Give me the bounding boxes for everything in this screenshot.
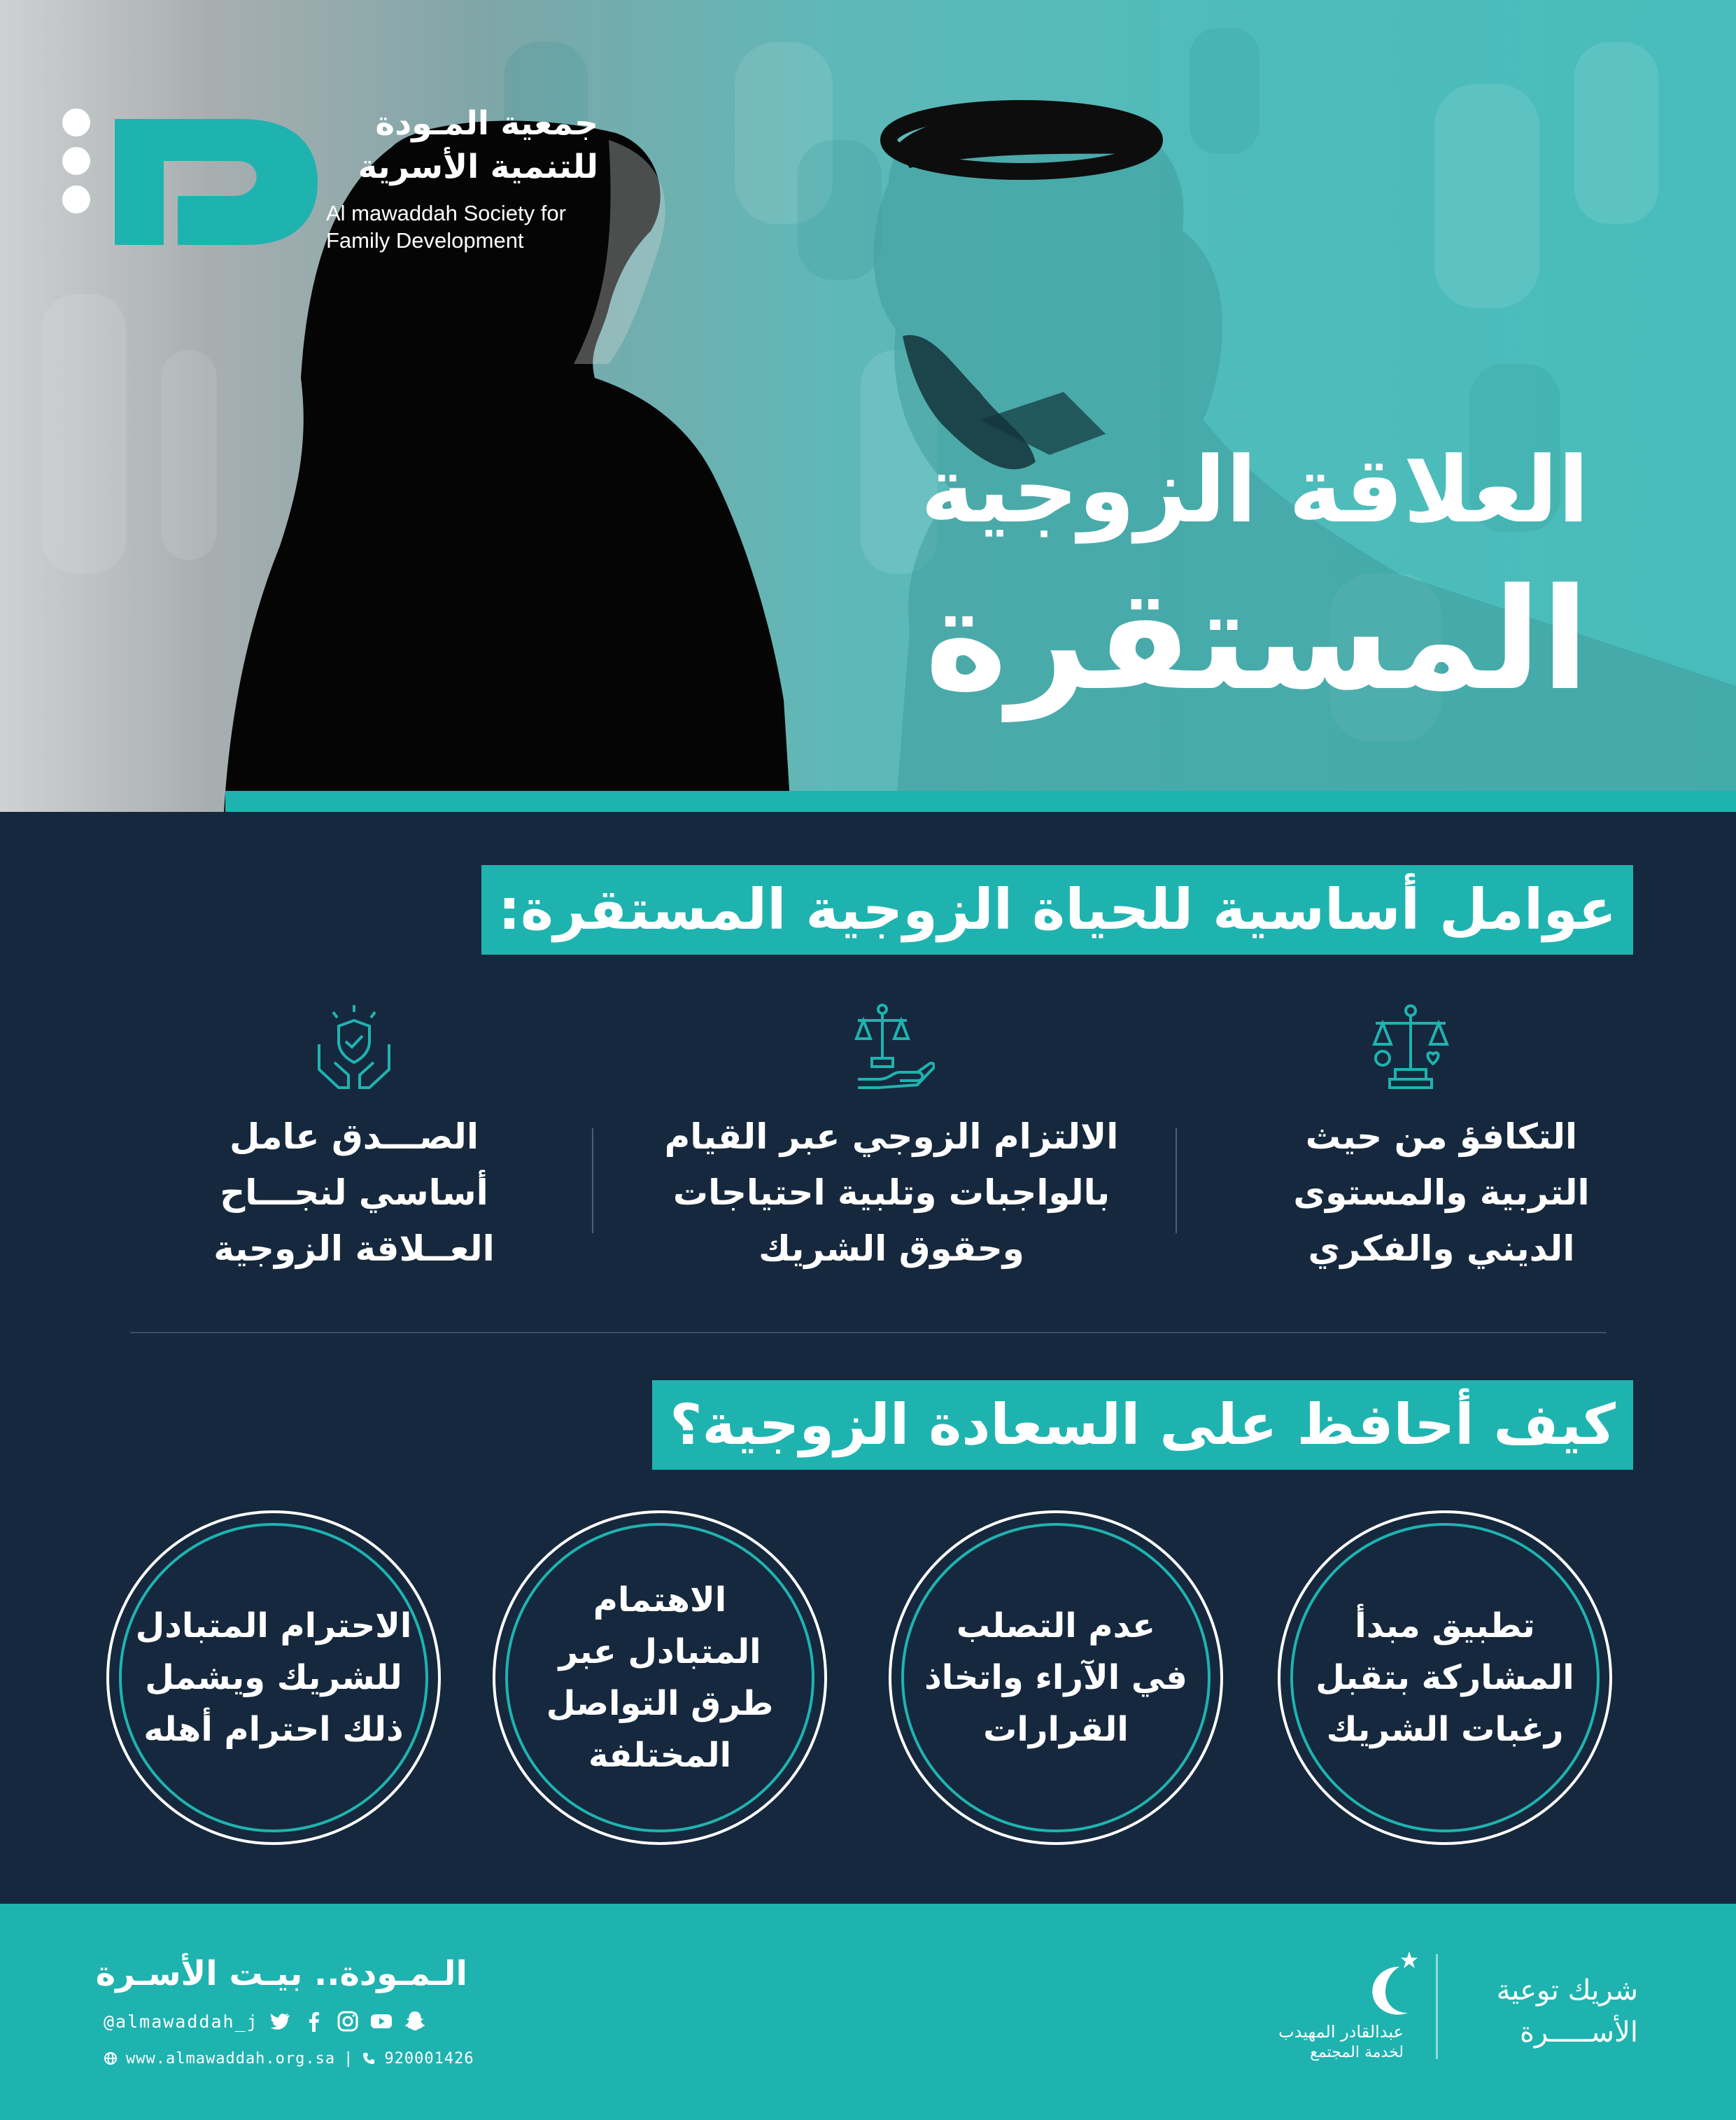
footer-divider — [1436, 1954, 1438, 2059]
org-name-ar-line2: للتنمية الأسرية — [358, 148, 598, 186]
factor-line: الصـــدق عامل — [230, 1116, 479, 1157]
factor-line: التكافؤ من حيث — [1305, 1116, 1578, 1157]
mawaddah-logo-icon — [59, 91, 318, 252]
partner-label-line2: الأســـــرة — [1519, 2016, 1638, 2049]
hero-accent-strip — [225, 791, 1736, 812]
scale-hand-icon — [851, 1002, 935, 1093]
org-name-en-line2: Family Development — [326, 228, 524, 253]
partner-label-line1: شريك توعية — [1496, 1974, 1638, 2007]
contact-row — [104, 2047, 474, 2070]
circle-line: طرق التواصل — [546, 1684, 774, 1723]
globe-icon — [104, 2051, 118, 2065]
circle-line: المختلفة — [588, 1736, 732, 1775]
factor-item-compatibility — [1204, 1109, 1679, 1277]
factor-item-commitment — [654, 1109, 1129, 1277]
phone-icon — [362, 2051, 376, 2065]
happiness-circle-sharing — [1278, 1510, 1612, 1845]
circle-line: رغبات الشريك — [1326, 1710, 1564, 1749]
scale-gear-heart-icon — [1369, 1002, 1453, 1093]
happiness-circle-flexibility — [889, 1510, 1223, 1845]
circle-line: المشاركة بتقبل — [1315, 1658, 1574, 1697]
circle-text — [912, 1513, 1199, 1842]
circle-line: الاحترام المتبادل — [135, 1606, 412, 1645]
factor-line: وحقوق الشريك — [758, 1228, 1024, 1269]
circle-line: للشريك ويشمل — [145, 1658, 402, 1697]
hero-title-line2: المستقرة — [924, 559, 1589, 722]
circle-line: الاهتمام — [593, 1580, 727, 1620]
website-link[interactable]: www.almawaddah.org.sa — [126, 2049, 336, 2068]
factor-line: بالواجبات وتلبية احتياجات — [672, 1172, 1110, 1213]
footer-slogan: الـمـودة.. بيـت الأسـرة — [95, 1954, 467, 1993]
circle-line: عدم التصلب — [956, 1606, 1156, 1645]
section-divider — [130, 1332, 1607, 1333]
crescent-star-logo-icon — [1350, 1946, 1427, 2023]
hero-banner — [0, 0, 1736, 812]
shield-hands-icon — [312, 1002, 396, 1093]
circle-line: ذلك احترام أهله — [143, 1710, 404, 1749]
factor-item-honesty — [116, 1109, 592, 1277]
factor-divider — [592, 1128, 593, 1233]
circle-text — [130, 1513, 417, 1842]
circle-text — [516, 1513, 803, 1842]
factor-line: التربية والمستوى — [1293, 1172, 1590, 1213]
factor-line: العــلاقة الزوجية — [213, 1228, 495, 1269]
circle-text — [1301, 1513, 1588, 1842]
circle-line: في الآراء واتخاذ — [924, 1658, 1187, 1697]
social-handle[interactable]: @almawaddah_j — [104, 2011, 259, 2032]
social-row — [104, 2007, 427, 2035]
factor-line: أساسي لنجـــاح — [220, 1172, 488, 1213]
hero-title-line1: العلاقة الزوجية — [920, 437, 1589, 543]
factor-line: الديني والفكري — [1308, 1228, 1575, 1269]
circle-line: تطبيق مبدأ — [1355, 1606, 1535, 1645]
contact-separator: | — [344, 2049, 354, 2068]
sponsor-name: عبدالقادر المهيدب — [1278, 2022, 1404, 2042]
factors-heading: عوامل أساسية للحياة الزوجية المستقرة: — [481, 865, 1633, 955]
circle-line: المتبادل عبر — [558, 1632, 761, 1671]
circle-line: القرارات — [983, 1710, 1129, 1749]
org-name-en-line1: Al mawaddah Society for — [326, 201, 566, 225]
instagram-icon[interactable] — [336, 2009, 360, 2033]
snapchat-icon[interactable] — [403, 2009, 427, 2033]
youtube-icon[interactable] — [369, 2009, 393, 2033]
facebook-icon[interactable] — [302, 2009, 326, 2033]
org-name-ar-line1: جمعية المـودة — [375, 104, 598, 143]
factor-line: الالتزام الزوجي عبر القيام — [664, 1116, 1119, 1157]
happiness-circle-respect — [106, 1510, 441, 1845]
twitter-icon[interactable] — [269, 2009, 292, 2033]
phone-number[interactable]: 920001426 — [384, 2049, 474, 2068]
happiness-circle-communication — [493, 1510, 827, 1845]
factor-divider — [1176, 1128, 1177, 1233]
sponsor-tagline: لخدمة المجتمع — [1310, 2044, 1404, 2061]
happiness-heading: كيف أحافظ على السعادة الزوجية؟ — [652, 1380, 1633, 1470]
